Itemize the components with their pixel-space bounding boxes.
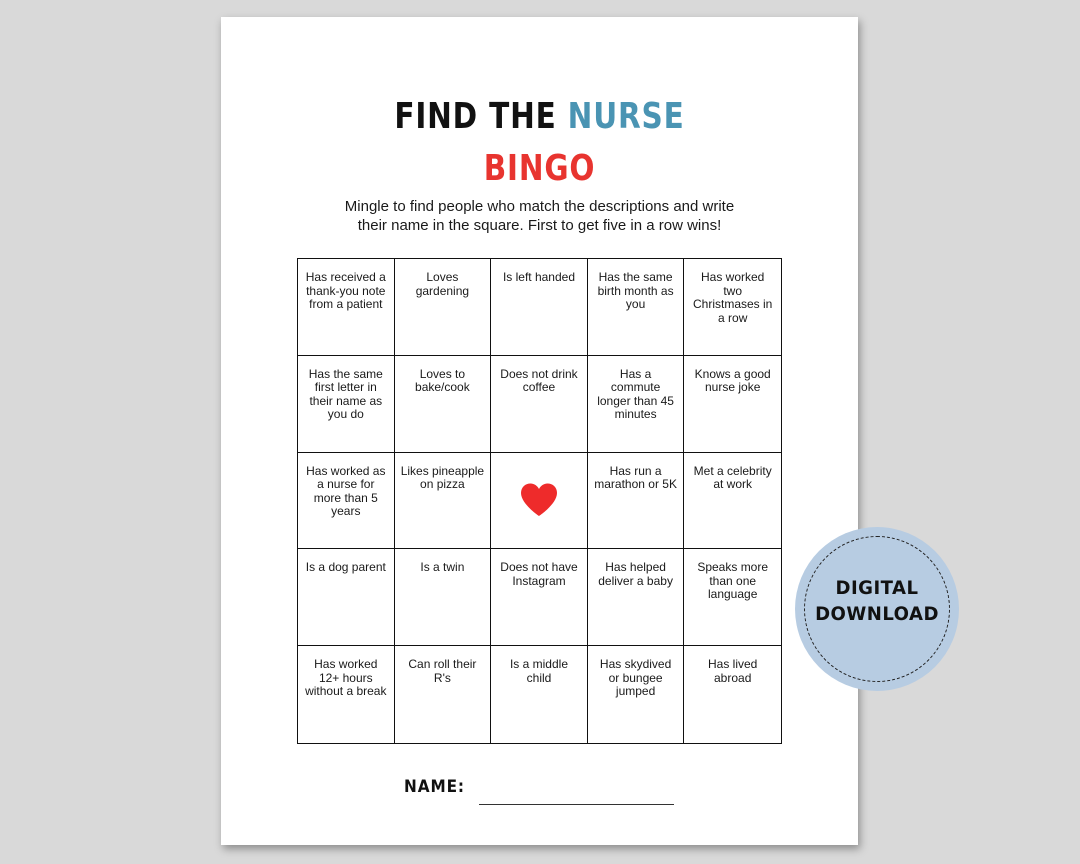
bingo-cell[interactable]: Knows a good nurse joke [684,356,781,453]
bingo-cell[interactable]: Has skydived or bungee jumped [588,646,685,743]
bingo-cell[interactable]: Is left handed [491,259,588,356]
name-input-line[interactable] [479,804,674,805]
bingo-sheet [221,17,858,845]
bingo-free-space [491,453,588,550]
bingo-cell[interactable]: Has lived abroad [708,657,758,685]
bingo-cell[interactable]: Has worked 12+ hours without a break [298,646,395,743]
title-bingo-text: BINGO [483,148,596,189]
digital-download-badge [795,527,959,691]
bingo-cell[interactable]: Speaks more than one language [684,549,781,646]
bingo-cell[interactable]: Is a twin [395,549,492,646]
bingo-cell[interactable]: Has worked two Christmases in a row [684,259,781,356]
title-nurse: NURSE [567,96,685,137]
bingo-cell[interactable]: Does not drink coffee [491,356,588,453]
bingo-cell[interactable]: Loves gardening [395,259,492,356]
bingo-cell[interactable]: Has worked as a nurse for more than 5 years [298,453,395,550]
bingo-cell[interactable]: Does not have Instagram [491,549,588,646]
bingo-cell[interactable]: Loves to bake/cook [395,356,492,453]
bingo-cell[interactable]: Likes pineapple on pizza [395,453,492,550]
bingo-cell[interactable]: Is a middle child [491,646,588,743]
bingo-cell[interactable]: Has helped deliver a baby [588,549,685,646]
bingo-grid [297,258,782,744]
instructions-line-1: Mingle to find people who match the descriptions and write [344,198,735,215]
bingo-cell[interactable]: Has the same first letter in their name as you do [298,356,395,453]
title-find-the: FIND THE [394,96,568,137]
bingo-cell[interactable]: Can roll their R's [395,646,492,743]
bingo-cell[interactable]: Is a dog parent [298,549,395,646]
bingo-cell[interactable]: Has a commute longer than 45 minutes [588,356,685,453]
title-line-1 [278,95,800,139]
title-bingo [278,147,800,191]
name-label: NAME: [404,777,465,797]
badge-line-2: DOWNLOAD [815,603,939,625]
bingo-cell[interactable]: Has received a thank-you note from a patient [298,259,395,356]
bingo-cell[interactable]: Has the same birth month as you [588,259,685,356]
instructions [321,197,758,235]
bingo-cell[interactable]: Met a celebrity at work [684,453,781,550]
bingo-cell[interactable]: Has run a marathon or 5K [588,453,685,550]
instructions-line-2: their name in the square. First to get five in a row wins! [357,217,722,234]
badge-line-1: DIGITAL [835,577,919,599]
heart-icon [519,482,559,518]
